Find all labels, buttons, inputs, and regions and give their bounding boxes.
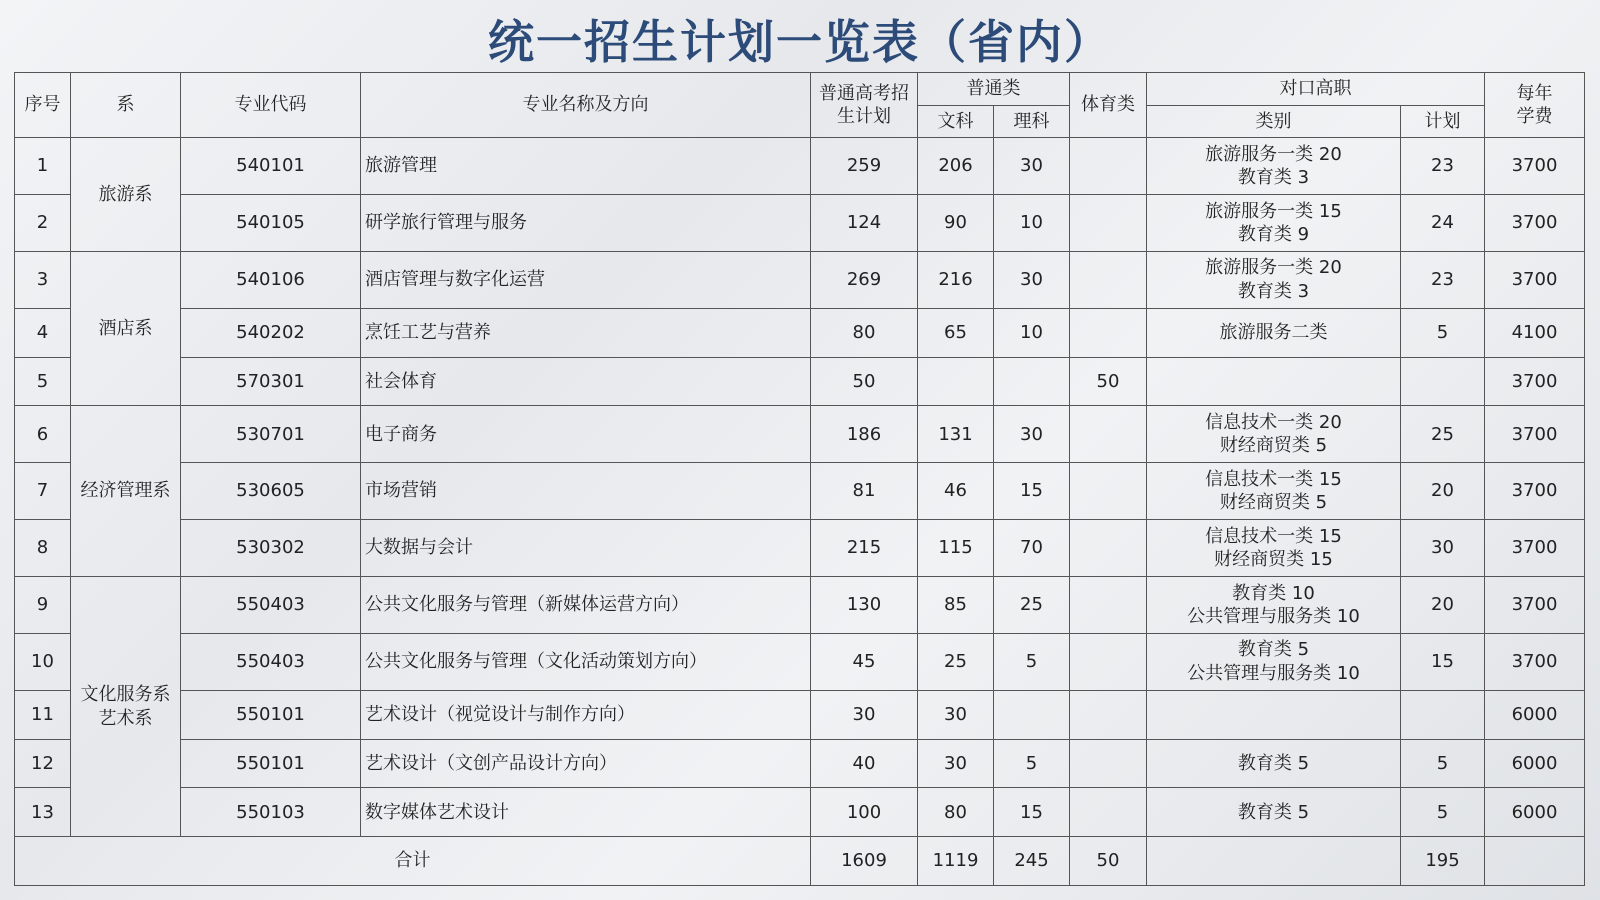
cell-fee: 3700 <box>1485 194 1585 251</box>
totals-voc-plan: 195 <box>1401 837 1485 886</box>
cell-science: 30 <box>994 406 1070 463</box>
cell-seq: 8 <box>15 520 71 577</box>
header-voc-plan: 计划 <box>1401 105 1485 138</box>
cell-sports <box>1070 633 1147 690</box>
cell-arts: 30 <box>918 690 994 739</box>
cell-seq: 13 <box>15 788 71 837</box>
cell-science <box>994 690 1070 739</box>
cell-total: 30 <box>811 690 918 739</box>
cell-total: 130 <box>811 577 918 634</box>
cell-arts: 90 <box>918 194 994 251</box>
cell-department: 文化服务系 艺术系 <box>71 577 181 837</box>
cell-science: 30 <box>994 138 1070 195</box>
cell-code: 540105 <box>181 194 361 251</box>
totals-label: 合计 <box>15 837 811 886</box>
cell-arts: 206 <box>918 138 994 195</box>
cell-name: 市场营销 <box>361 463 811 520</box>
table-row <box>15 520 1585 577</box>
cell-total: 215 <box>811 520 918 577</box>
header-seq: 序号 <box>15 73 71 138</box>
cell-name: 公共文化服务与管理（新媒体运营方向） <box>361 577 811 634</box>
cell-code: 540101 <box>181 138 361 195</box>
cell-total: 81 <box>811 463 918 520</box>
cell-name: 研学旅行管理与服务 <box>361 194 811 251</box>
cell-department: 酒店系 <box>71 251 181 405</box>
totals-row <box>15 837 1585 886</box>
cell-arts: 85 <box>918 577 994 634</box>
cell-voc-category: 旅游服务二类 <box>1147 308 1401 357</box>
cell-fee: 4100 <box>1485 308 1585 357</box>
cell-science: 30 <box>994 251 1070 308</box>
cell-voc-category: 信息技术一类 20 财经商贸类 5 <box>1147 406 1401 463</box>
table-row <box>15 357 1585 406</box>
cell-voc-category: 教育类 10 公共管理与服务类 10 <box>1147 577 1401 634</box>
cell-voc-plan: 20 <box>1401 577 1485 634</box>
cell-voc-plan: 15 <box>1401 633 1485 690</box>
cell-voc-category: 教育类 5 <box>1147 739 1401 788</box>
cell-voc-plan: 24 <box>1401 194 1485 251</box>
table-row <box>15 633 1585 690</box>
cell-name: 艺术设计（视觉设计与制作方向） <box>361 690 811 739</box>
cell-voc-plan: 30 <box>1401 520 1485 577</box>
cell-sports <box>1070 690 1147 739</box>
table-row <box>15 406 1585 463</box>
cell-voc-plan: 5 <box>1401 308 1485 357</box>
cell-code: 530701 <box>181 406 361 463</box>
cell-arts: 25 <box>918 633 994 690</box>
cell-total: 45 <box>811 633 918 690</box>
cell-arts: 131 <box>918 406 994 463</box>
table-row <box>15 194 1585 251</box>
page-title: 统一招生计划一览表（省内） <box>488 15 1112 69</box>
cell-voc-category <box>1147 690 1401 739</box>
cell-science: 10 <box>994 308 1070 357</box>
cell-seq: 10 <box>15 633 71 690</box>
cell-fee: 6000 <box>1485 788 1585 837</box>
cell-name: 艺术设计（文创产品设计方向） <box>361 739 811 788</box>
cell-fee: 3700 <box>1485 577 1585 634</box>
totals-sports: 50 <box>1070 837 1147 886</box>
cell-voc-category: 信息技术一类 15 财经商贸类 5 <box>1147 463 1401 520</box>
totals-science: 245 <box>994 837 1070 886</box>
header-voc-category: 类别 <box>1147 105 1401 138</box>
cell-sports <box>1070 251 1147 308</box>
cell-name: 大数据与会计 <box>361 520 811 577</box>
header-science: 理科 <box>994 105 1070 138</box>
header-arts: 文科 <box>918 105 994 138</box>
cell-code: 550101 <box>181 690 361 739</box>
totals-fee <box>1485 837 1585 886</box>
cell-sports <box>1070 577 1147 634</box>
cell-seq: 12 <box>15 739 71 788</box>
cell-total: 80 <box>811 308 918 357</box>
cell-sports <box>1070 138 1147 195</box>
cell-total: 50 <box>811 357 918 406</box>
cell-seq: 9 <box>15 577 71 634</box>
cell-voc-plan <box>1401 357 1485 406</box>
cell-code: 550101 <box>181 739 361 788</box>
cell-sports <box>1070 308 1147 357</box>
cell-science <box>994 357 1070 406</box>
totals-voc-category <box>1147 837 1401 886</box>
cell-arts: 80 <box>918 788 994 837</box>
cell-science: 15 <box>994 788 1070 837</box>
cell-voc-plan: 5 <box>1401 788 1485 837</box>
cell-arts <box>918 357 994 406</box>
cell-voc-plan <box>1401 690 1485 739</box>
cell-fee: 3700 <box>1485 251 1585 308</box>
cell-voc-category: 旅游服务一类 20 教育类 3 <box>1147 138 1401 195</box>
cell-voc-category: 教育类 5 <box>1147 788 1401 837</box>
header-row <box>15 73 1585 106</box>
cell-science: 70 <box>994 520 1070 577</box>
cell-sports <box>1070 739 1147 788</box>
cell-name: 烹饪工艺与营养 <box>361 308 811 357</box>
cell-science: 15 <box>994 463 1070 520</box>
header-sports: 体育类 <box>1070 73 1147 138</box>
cell-science: 5 <box>994 633 1070 690</box>
table-row <box>15 577 1585 634</box>
cell-fee: 3700 <box>1485 633 1585 690</box>
cell-name: 公共文化服务与管理（文化活动策划方向） <box>361 633 811 690</box>
table-row <box>15 138 1585 195</box>
totals-total: 1609 <box>811 837 918 886</box>
cell-seq: 2 <box>15 194 71 251</box>
cell-seq: 1 <box>15 138 71 195</box>
table-row <box>15 463 1585 520</box>
cell-voc-category: 旅游服务一类 20 教育类 3 <box>1147 251 1401 308</box>
totals-arts: 1119 <box>918 837 994 886</box>
table-row <box>15 251 1585 308</box>
cell-seq: 6 <box>15 406 71 463</box>
cell-voc-category <box>1147 357 1401 406</box>
cell-sports <box>1070 463 1147 520</box>
cell-voc-category: 教育类 5 公共管理与服务类 10 <box>1147 633 1401 690</box>
cell-seq: 7 <box>15 463 71 520</box>
cell-science: 5 <box>994 739 1070 788</box>
cell-arts: 30 <box>918 739 994 788</box>
cell-department: 旅游系 <box>71 138 181 252</box>
table-row <box>15 690 1585 739</box>
header-dept: 系 <box>71 73 181 138</box>
cell-fee: 6000 <box>1485 739 1585 788</box>
cell-arts: 46 <box>918 463 994 520</box>
cell-name: 酒店管理与数字化运营 <box>361 251 811 308</box>
cell-arts: 115 <box>918 520 994 577</box>
cell-total: 124 <box>811 194 918 251</box>
cell-seq: 11 <box>15 690 71 739</box>
cell-fee: 3700 <box>1485 463 1585 520</box>
cell-total: 269 <box>811 251 918 308</box>
header-general: 普通类 <box>918 73 1070 106</box>
table-row <box>15 788 1585 837</box>
cell-fee: 6000 <box>1485 690 1585 739</box>
table-row <box>15 308 1585 357</box>
cell-code: 540106 <box>181 251 361 308</box>
cell-science: 10 <box>994 194 1070 251</box>
cell-sports <box>1070 406 1147 463</box>
cell-code: 570301 <box>181 357 361 406</box>
enrollment-plan-table <box>14 72 1585 886</box>
cell-name: 电子商务 <box>361 406 811 463</box>
cell-total: 40 <box>811 739 918 788</box>
cell-fee: 3700 <box>1485 138 1585 195</box>
cell-sports: 50 <box>1070 357 1147 406</box>
cell-seq: 3 <box>15 251 71 308</box>
cell-fee: 3700 <box>1485 357 1585 406</box>
cell-code: 530605 <box>181 463 361 520</box>
cell-seq: 5 <box>15 357 71 406</box>
cell-voc-plan: 23 <box>1401 138 1485 195</box>
cell-seq: 4 <box>15 308 71 357</box>
header-code: 专业代码 <box>181 73 361 138</box>
cell-voc-plan: 20 <box>1401 463 1485 520</box>
cell-fee: 3700 <box>1485 406 1585 463</box>
cell-voc-category: 旅游服务一类 15 教育类 9 <box>1147 194 1401 251</box>
cell-sports <box>1070 194 1147 251</box>
cell-voc-plan: 23 <box>1401 251 1485 308</box>
cell-code: 540202 <box>181 308 361 357</box>
cell-sports <box>1070 520 1147 577</box>
header-name: 专业名称及方向 <box>361 73 811 138</box>
cell-fee: 3700 <box>1485 520 1585 577</box>
cell-total: 186 <box>811 406 918 463</box>
cell-voc-category: 信息技术一类 15 财经商贸类 15 <box>1147 520 1401 577</box>
cell-voc-plan: 5 <box>1401 739 1485 788</box>
header-vocational: 对口高职 <box>1147 73 1485 106</box>
cell-name: 社会体育 <box>361 357 811 406</box>
cell-voc-plan: 25 <box>1401 406 1485 463</box>
cell-total: 100 <box>811 788 918 837</box>
cell-name: 旅游管理 <box>361 138 811 195</box>
header-fee: 每年 学费 <box>1485 73 1585 138</box>
cell-code: 530302 <box>181 520 361 577</box>
cell-total: 259 <box>811 138 918 195</box>
cell-code: 550403 <box>181 633 361 690</box>
header-total: 普通高考招 生计划 <box>811 73 918 138</box>
cell-science: 25 <box>994 577 1070 634</box>
table-row <box>15 739 1585 788</box>
cell-arts: 65 <box>918 308 994 357</box>
cell-name: 数字媒体艺术设计 <box>361 788 811 837</box>
cell-sports <box>1070 788 1147 837</box>
cell-code: 550403 <box>181 577 361 634</box>
cell-department: 经济管理系 <box>71 406 181 577</box>
cell-arts: 216 <box>918 251 994 308</box>
cell-code: 550103 <box>181 788 361 837</box>
